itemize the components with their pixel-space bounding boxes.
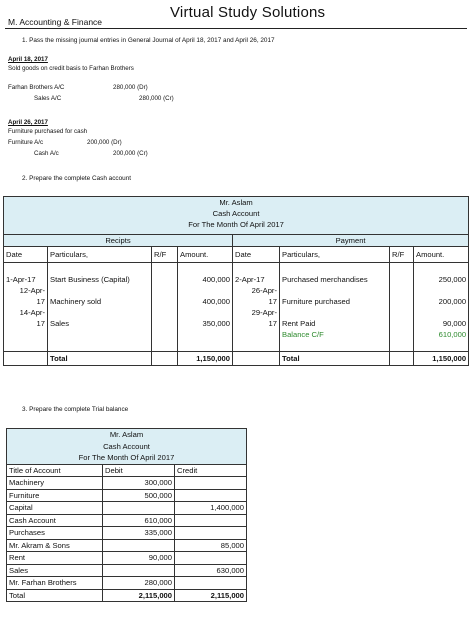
- table-cell: [103, 539, 175, 552]
- entry2-debit-amount: 200,000 (Dr): [87, 139, 122, 146]
- table-cell: 29-Apr-: [233, 307, 280, 318]
- table-cell: 2-Apr-17: [233, 274, 280, 285]
- col-credit: Credit: [175, 464, 247, 477]
- table-cell: 610,000: [414, 329, 469, 340]
- table-cell: Capital: [7, 502, 103, 515]
- entry2-credit-account: Cash A/c: [34, 150, 59, 157]
- table-cell: [103, 564, 175, 577]
- entry1-credit-amount: 280,000 (Cr): [139, 95, 174, 102]
- table-cell: 26-Apr-: [233, 285, 280, 296]
- payment-heading: Payment: [233, 235, 469, 247]
- entry2-credit-amount: 200,000 (Cr): [113, 150, 148, 157]
- entry1-narration: Sold goods on credit basis to Farhan Brothers: [8, 65, 134, 72]
- page-title: Virtual Study Solutions: [170, 4, 326, 21]
- col-title-of-account: Title of Account: [7, 464, 103, 477]
- table-cell: [175, 514, 247, 527]
- entry2-narration: Furniture purchased for cash: [8, 128, 88, 135]
- table-cell: 400,000: [178, 296, 233, 307]
- table-cell: 85,000: [175, 539, 247, 552]
- trial-title-name: Mr. Aslam: [7, 429, 247, 441]
- question-2: 2. Prepare the complete Cash account: [22, 175, 132, 182]
- table-cell: 610,000: [103, 514, 175, 527]
- table-cell: Rent Paid: [280, 318, 390, 329]
- entry2-date: April 26, 2017: [8, 119, 48, 126]
- table-cell: 14-Apr-: [4, 307, 48, 318]
- table-cell: Machinery: [7, 477, 103, 490]
- table-cell: Balance C/F: [280, 329, 390, 340]
- table-cell: [103, 502, 175, 515]
- col-date: Date: [233, 247, 280, 263]
- table-cell: Purchased merchandises: [280, 274, 390, 285]
- receipts-heading: Recipts: [4, 235, 233, 247]
- table-cell: Purchases: [7, 527, 103, 540]
- col-particulars: Particulars,: [280, 247, 390, 263]
- table-cell: 335,000: [103, 527, 175, 540]
- table-cell: 630,000: [175, 564, 247, 577]
- table-cell: 300,000: [103, 477, 175, 490]
- trial-total-debit: 2,115,000: [103, 589, 175, 602]
- col-rf: R/F: [390, 247, 414, 263]
- trial-total-label: Total: [7, 589, 103, 602]
- col-date: Date: [4, 247, 48, 263]
- table-cell: 250,000: [414, 274, 469, 285]
- table-cell: Start Business (Capital): [48, 274, 152, 285]
- trial-title-account: Cash Account: [7, 441, 247, 453]
- trial-title-period: For The Month Of April 2017: [7, 452, 247, 464]
- table-cell: 12-Apr-: [4, 285, 48, 296]
- total-label: Total: [280, 352, 390, 366]
- table-cell: 17: [233, 318, 280, 329]
- table-cell: Mr. Akram & Sons: [7, 539, 103, 552]
- entry1-debit-amount: 280,000 (Dr): [113, 84, 148, 91]
- table-cell: Sales: [48, 318, 152, 329]
- cash-title-period: For The Month Of April 2017: [4, 219, 469, 235]
- table-cell: 400,000: [178, 274, 233, 285]
- col-particulars: Particulars,: [48, 247, 152, 263]
- table-cell: Rent: [7, 552, 103, 565]
- col-amount: Amount.: [178, 247, 233, 263]
- course-name: M. Accounting & Finance: [8, 17, 103, 27]
- question-3: 3. Prepare the complete Trial balance: [22, 406, 129, 413]
- table-cell: Cash Account: [7, 514, 103, 527]
- entry2-debit-account: Furniture A/c: [8, 139, 44, 146]
- header-divider: [5, 28, 467, 29]
- entry1-credit-account: Sales A/C: [34, 95, 62, 102]
- table-cell: Sales: [7, 564, 103, 577]
- total-label: Total: [48, 352, 152, 366]
- question-1: 1. Pass the missing journal entries in General Journal of April 18, 2017 and April 26, 2017: [22, 37, 275, 44]
- trial-total-credit: 2,115,000: [175, 589, 247, 602]
- table-cell: 1,400,000: [175, 502, 247, 515]
- cash-account-table: [3, 196, 469, 366]
- table-cell: 280,000: [103, 577, 175, 590]
- table-cell: Mr. Farhan Brothers: [7, 577, 103, 590]
- table-cell: 1-Apr-17: [4, 274, 48, 285]
- table-cell: 90,000: [414, 318, 469, 329]
- table-cell: Furniture purchased: [280, 296, 390, 307]
- table-cell: Furniture: [7, 489, 103, 502]
- col-debit: Debit: [103, 464, 175, 477]
- table-cell: [175, 489, 247, 502]
- entry1-date: April 18, 2017: [8, 56, 48, 63]
- table-cell: 17: [233, 296, 280, 307]
- entry1-debit-account: Farhan Brothers A/C: [8, 84, 65, 91]
- table-cell: 17: [4, 318, 48, 329]
- col-amount: Amount.: [414, 247, 469, 263]
- table-cell: 90,000: [103, 552, 175, 565]
- table-cell: [175, 552, 247, 565]
- table-cell: 200,000: [414, 296, 469, 307]
- table-cell: [175, 527, 247, 540]
- table-cell: 350,000: [178, 318, 233, 329]
- trial-balance-table: [6, 428, 247, 602]
- payment-total: 1,150,000: [414, 352, 469, 366]
- col-rf: R/F: [152, 247, 178, 263]
- table-cell: Machinery sold: [48, 296, 152, 307]
- cash-title-account: Cash Account: [4, 208, 469, 219]
- table-cell: [175, 477, 247, 490]
- table-cell: 17: [4, 296, 48, 307]
- cash-title-name: Mr. Aslam: [4, 197, 469, 209]
- table-cell: 500,000: [103, 489, 175, 502]
- table-cell: [175, 577, 247, 590]
- receipts-total: 1,150,000: [178, 352, 233, 366]
